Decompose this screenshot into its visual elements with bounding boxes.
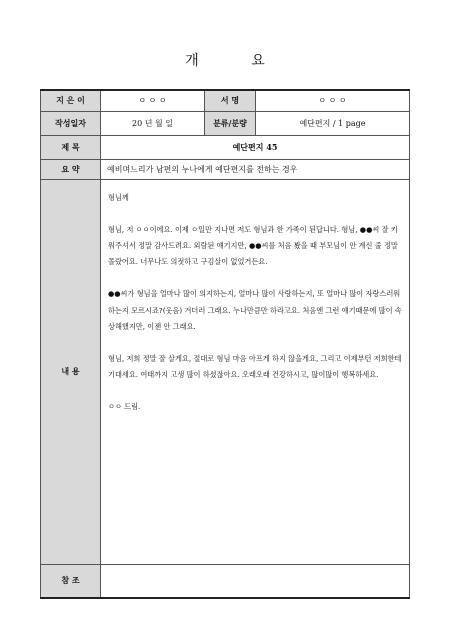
subject-label: 제 목 <box>41 135 101 159</box>
date-label: 작성일자 <box>41 111 101 135</box>
category-label: 분류/분량 <box>205 111 256 135</box>
reviewer-value: ㅇ ㅇ ㅇ <box>256 90 410 111</box>
reviewer-label: 서 명 <box>205 90 256 111</box>
summary-value: 예비며느리가 남편의 누나에게 예단편지를 전하는 경우 <box>101 159 410 179</box>
letter-paragraph-3: 형님, 저희 정말 잘 살게요, 절대로 형님 마음 아프게 하지 않을게요, 그리고 이제부턴 저희한테 기대세요. 여태까지 고생 많이 하셨잖아요. 오래오래 건강하시고, 많이많이 행복하세요. <box>108 353 402 380</box>
letter-body <box>101 180 409 564</box>
subject-value: 예단편지 45 <box>101 135 410 159</box>
author-label: 지 은 이 <box>41 90 101 111</box>
letter-paragraph-1: 형님, 저 ㅇㅇ이에요. 이제 ㅇ일만 지나면 저도 형님과 한 가족이 된답니다. 형님, ●●씨 잘 키워주셔서 정말 감사드려요. 외람된 얘기지만, ●●씨를 처음 봤을 때 부모님이 안 계신 줄 정말 몰랐어요. 너무나도 의젓하고 구김살이 없었거든요. <box>108 224 398 267</box>
content-cell <box>101 179 410 564</box>
page-title: 개 요 <box>185 53 289 69</box>
date-value: 20 년 월 일 <box>101 111 205 135</box>
letter-closing: ㅇㅇ 드림. <box>108 402 141 412</box>
summary-form-table <box>40 89 410 599</box>
summary-label: 요 약 <box>41 159 101 179</box>
letter-greeting: 형님께 <box>108 192 129 202</box>
author-value: ㅇ ㅇ ㅇ <box>101 90 205 111</box>
notes-label: 참 조 <box>41 564 101 598</box>
letter-paragraph-2: ●●씨가 형님을 얼마나 많이 의지하는지, 얼마나 많이 사랑하는지, 또 얼마나 많이 자랑스러워하는지 모르시죠?(웃음) 겨더러 그래요. 누나만큼만 하라고요. 처음엔 그런 얘기때문에 많이 속상해했지만, 이젠 안 그래요. <box>108 289 402 331</box>
content-label: 내 용 <box>41 179 101 564</box>
category-value: 예단편지 / 1 page <box>256 111 410 135</box>
notes-value <box>101 564 410 598</box>
